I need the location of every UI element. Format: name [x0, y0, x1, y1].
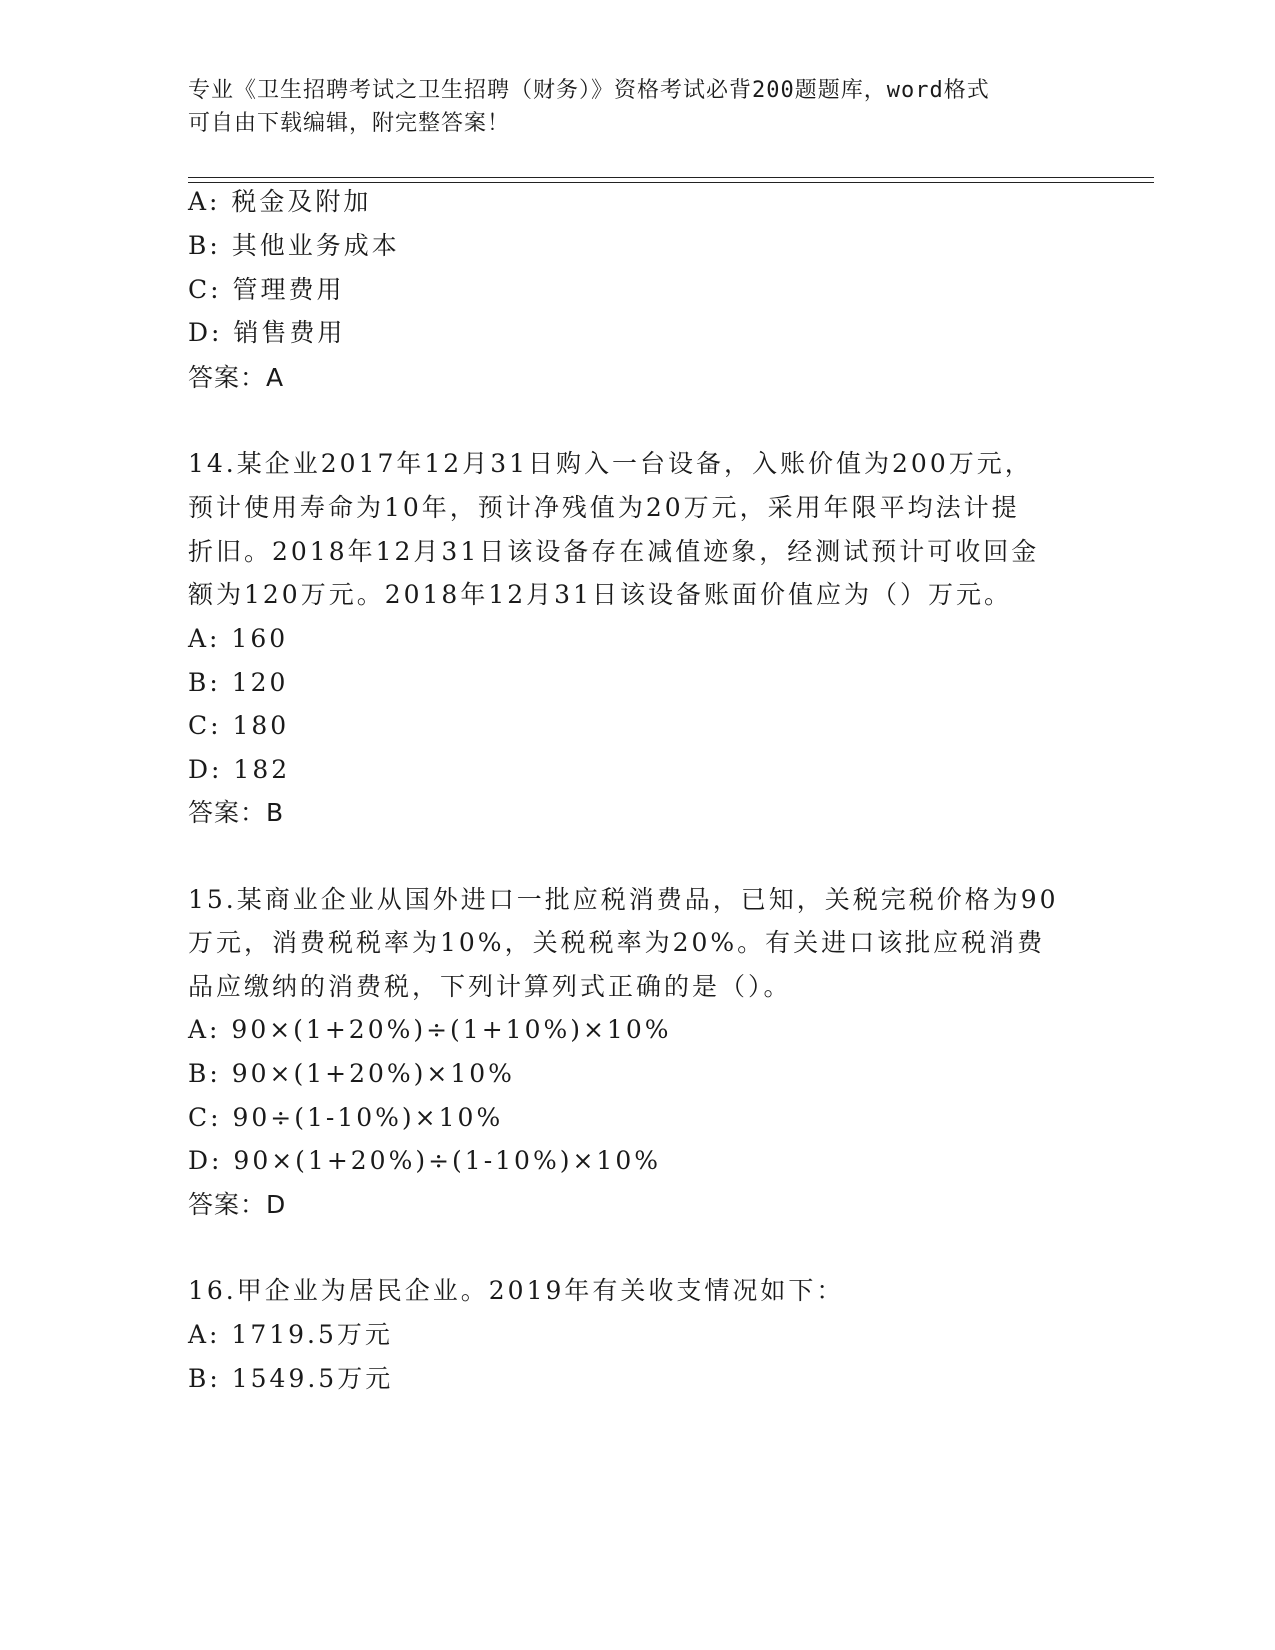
q13-option-d: D: 销售费用 — [188, 318, 346, 347]
q16-option-b: B: 1549.5万元 — [188, 1364, 394, 1393]
q14-stem-line-1: 14.某企业2017年12月31日购入一台设备，入账价值为200万元， — [188, 449, 1033, 478]
q13-answer: 答案：A — [188, 363, 285, 392]
q13-option-c: C: 管理费用 — [188, 275, 345, 304]
q15-option-d: D: 90×(1+20%)÷(1-10%)×10% — [188, 1146, 661, 1175]
header-line-1: 专业《卫生招聘考试之卫生招聘（财务）》资格考试必背200题题库，word格式 — [188, 78, 990, 103]
q13-option-b: B: 其他业务成本 — [188, 231, 400, 260]
q15-answer: 答案：D — [188, 1190, 287, 1219]
document-header — [188, 74, 1068, 140]
q14-option-a: A: 160 — [188, 624, 289, 653]
q16-option-a: A: 1719.5万元 — [188, 1320, 393, 1349]
q13-option-a: A: 税金及附加 — [188, 187, 372, 216]
q15-option-c: C: 90÷(1-10%)×10% — [188, 1103, 504, 1132]
q14-option-b: B: 120 — [188, 668, 289, 697]
q15-stem-line-3: 品应缴纳的消费税，下列计算列式正确的是（）。 — [188, 972, 792, 1001]
q14-answer: 答案：B — [188, 798, 285, 827]
q14-option-d: D: 182 — [188, 755, 291, 784]
q14-stem-line-2: 预计使用寿命为10年，预计净残值为20万元，采用年限平均法计提 — [188, 493, 1020, 522]
header-divider-top — [188, 177, 1154, 178]
q15-stem-line-2: 万元，消费税税率为10%，关税税率为20%。有关进口该批应税消费 — [188, 928, 1046, 957]
q14-stem-line-4: 额为120万元。2018年12月31日该设备账面价值应为（）万元。 — [188, 580, 1012, 609]
q15-option-a: A: 90×(1+20%)÷(1+10%)×10% — [188, 1015, 672, 1044]
q14-stem-line-3: 折旧。2018年12月31日该设备存在减值迹象，经测试预计可收回金 — [188, 537, 1040, 566]
q14-option-c: C: 180 — [188, 711, 290, 740]
header-line-2: 可自由下载编辑，附完整答案！ — [188, 111, 511, 136]
q16-stem-line-1: 16.甲企业为居民企业。2019年有关收支情况如下： — [188, 1276, 845, 1305]
header-divider-bottom — [188, 182, 1154, 183]
q15-stem-line-1: 15.某商业企业从国外进口一批应税消费品，已知，关税完税价格为90 — [188, 885, 1059, 914]
q15-option-b: B: 90×(1+20%)×10% — [188, 1059, 515, 1088]
